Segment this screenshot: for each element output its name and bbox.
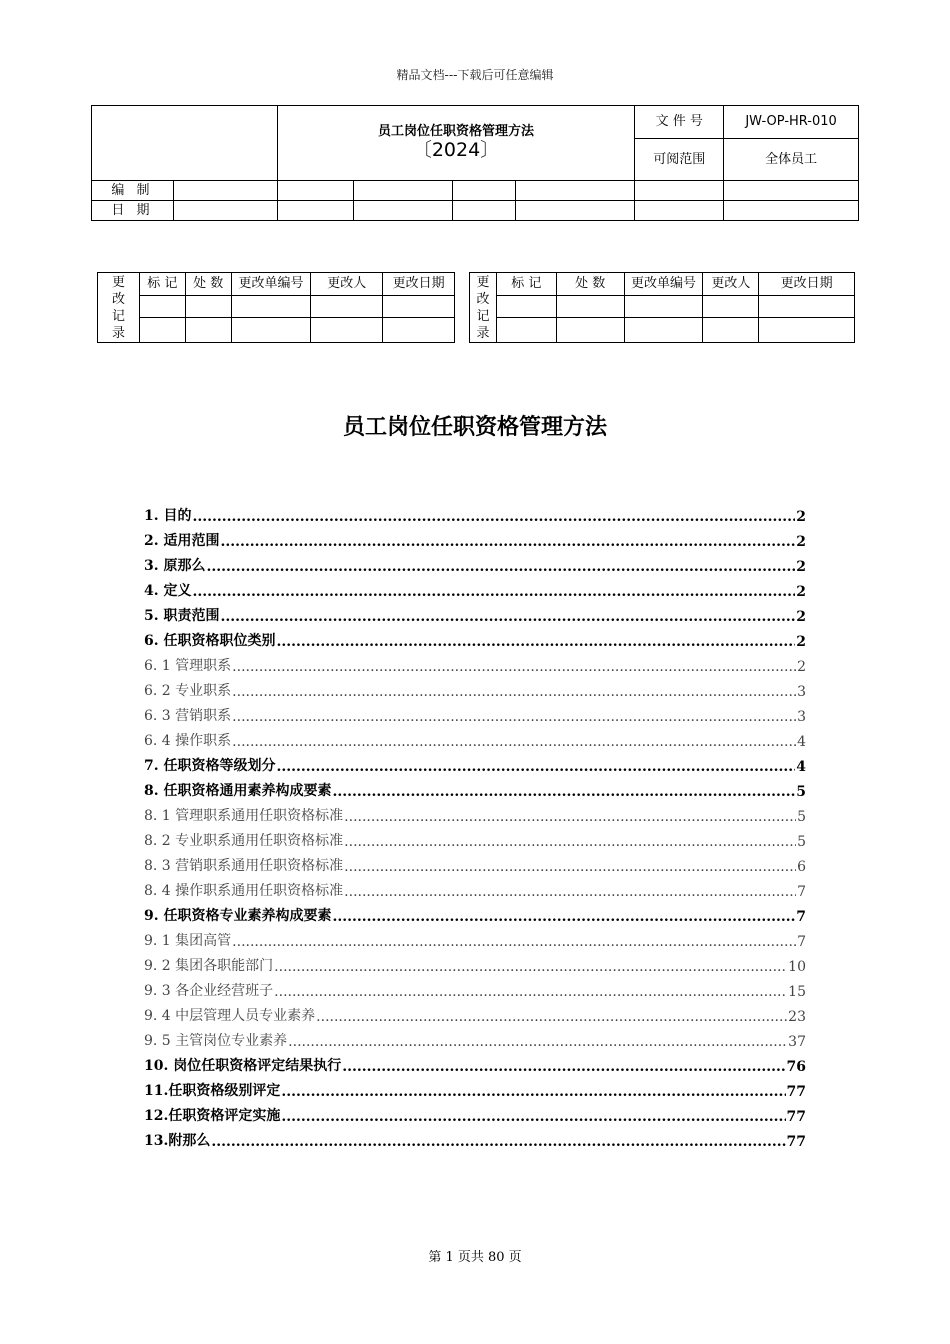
- record-cell: [139, 318, 185, 343]
- toc-leader-dots: [232, 684, 796, 700]
- toc-entry-page: 3: [797, 684, 806, 700]
- document-title: 员工岗位任职资格管理方法: [342, 415, 607, 440]
- toc-entry-label: 8. 3 营销职系通用任职资格标准: [144, 858, 344, 874]
- toc-entry-page: 23: [788, 1009, 806, 1025]
- col-change-date: 更改日期: [759, 273, 855, 296]
- date-cell: [277, 201, 353, 221]
- toc-entry-label: 9. 2 集团各职能部门: [144, 958, 274, 974]
- toc-entry-label: 10. 岗位任职资格评定结果执行: [144, 1058, 342, 1074]
- toc-entry[interactable]: [144, 800, 806, 825]
- toc-entry-label: 6. 任职资格职位类别: [144, 633, 276, 649]
- toc-entry-label: 8. 1 管理职系通用任职资格标准: [144, 808, 344, 824]
- logo-area: [92, 106, 278, 181]
- toc-entry-page: 4: [797, 734, 806, 750]
- toc-entry[interactable]: [144, 600, 806, 625]
- col-changer: 更改人: [703, 273, 759, 296]
- watermark-text: 精品文档---下载后可任意编辑: [396, 68, 554, 82]
- toc-leader-dots: [193, 509, 796, 525]
- toc-entry-page: 2: [796, 609, 806, 625]
- edit-cell: [173, 181, 277, 201]
- document-header-table: [91, 105, 859, 221]
- record-cell: [185, 296, 231, 318]
- toc-entry-label: 7. 任职资格等级划分: [144, 758, 276, 774]
- toc-leader-dots: [344, 834, 796, 850]
- toc-entry-label: 8. 4 操作职系通用任职资格标准: [144, 883, 344, 899]
- record-cell: [139, 296, 185, 318]
- page-footer: 第 1 页共 80 页: [428, 1250, 522, 1265]
- record-cell: [759, 296, 855, 318]
- date-cell: [353, 201, 452, 221]
- toc-entry-label: 3. 原那么: [144, 558, 206, 574]
- toc-leader-dots: [274, 984, 787, 1000]
- edit-cell: [635, 181, 724, 201]
- toc-entry-page: 5: [797, 809, 806, 825]
- toc-entry-page: 7: [797, 934, 806, 950]
- edit-cell: [452, 181, 516, 201]
- toc-entry-page: 2: [796, 559, 806, 575]
- toc-entry-label: 5. 职责范围: [144, 608, 220, 624]
- toc-entry-page: 2: [796, 584, 806, 600]
- toc-entry[interactable]: [144, 1025, 806, 1050]
- toc-leader-dots: [232, 934, 796, 950]
- toc-leader-dots: [342, 1059, 785, 1075]
- record-cell: [556, 318, 624, 343]
- toc-leader-dots: [232, 734, 796, 750]
- toc-entry[interactable]: [144, 775, 806, 800]
- date-cell: [724, 201, 859, 221]
- record-cell: [383, 318, 455, 343]
- toc-entry-label: 11.任职资格级别评定: [144, 1083, 281, 1099]
- toc-entry-page: 77: [786, 1134, 806, 1150]
- toc-entry-page: 37: [788, 1034, 806, 1050]
- toc-entry-page: 77: [786, 1109, 806, 1125]
- edit-label: 编 制: [92, 181, 174, 201]
- toc-entry[interactable]: [144, 625, 806, 650]
- date-cell: [635, 201, 724, 221]
- date-cell: [452, 201, 516, 221]
- toc-entry-page: 5: [796, 784, 806, 800]
- toc-entry[interactable]: [144, 925, 806, 950]
- doc-no-value: JW-OP-HR-010: [724, 106, 859, 139]
- record-cell: [231, 296, 311, 318]
- toc-entry-label: 6. 3 营销职系: [144, 708, 232, 724]
- toc-entry-page: 2: [796, 509, 806, 525]
- toc-entry-label: 4. 定义: [144, 583, 192, 599]
- edit-cell: [724, 181, 859, 201]
- toc-entry-page: 10: [788, 959, 806, 975]
- toc-entry[interactable]: [144, 700, 806, 725]
- toc-entry-page: 15: [788, 984, 806, 1000]
- change-record-table-right: [469, 272, 855, 343]
- date-cell: [173, 201, 277, 221]
- toc-entry-label: 6. 1 管理职系: [144, 658, 232, 674]
- date-label: 日 期: [92, 201, 174, 221]
- record-cell: [624, 296, 703, 318]
- toc-leader-dots: [277, 634, 796, 650]
- toc-leader-dots: [274, 959, 787, 975]
- toc-entry-label: 6. 4 操作职系: [144, 733, 232, 749]
- toc-entry-label: 9. 5 主管岗位专业素养: [144, 1033, 288, 1049]
- toc-entry-page: 77: [786, 1084, 806, 1100]
- col-changer: 更改人: [311, 273, 383, 296]
- col-change-date: 更改日期: [383, 273, 455, 296]
- toc-entry[interactable]: [144, 1000, 806, 1025]
- record-cell: [231, 318, 311, 343]
- toc-entry[interactable]: [144, 1050, 806, 1075]
- toc-entry[interactable]: [144, 975, 806, 1000]
- toc-entry-page: 3: [797, 709, 806, 725]
- toc-leader-dots: [211, 1134, 785, 1150]
- edit-cell: [353, 181, 452, 201]
- record-cell: [759, 318, 855, 343]
- toc-entry[interactable]: [144, 900, 806, 925]
- toc-entry-page: 5: [797, 834, 806, 850]
- toc-entry-label: 12.任职资格评定实施: [144, 1108, 281, 1124]
- toc-leader-dots: [288, 1034, 787, 1050]
- toc-leader-dots: [281, 1109, 785, 1125]
- toc-leader-dots: [344, 884, 796, 900]
- toc-entry-page: 76: [786, 1059, 806, 1075]
- toc-entry-label: 8. 任职资格通用素养构成要素: [144, 783, 332, 799]
- scope-label: 可阅范围: [635, 139, 724, 181]
- toc-entry[interactable]: [144, 825, 806, 850]
- col-change-no: 更改单编号: [624, 273, 703, 296]
- record-cell: [624, 318, 703, 343]
- toc-leader-dots: [316, 1009, 787, 1025]
- toc-entry-label: 9. 1 集团高管: [144, 933, 232, 949]
- toc-entry[interactable]: [144, 525, 806, 550]
- doc-no-label: 文 件 号: [635, 106, 724, 139]
- record-cell: [311, 318, 383, 343]
- toc-entry[interactable]: [144, 875, 806, 900]
- header-title: 员工岗位任职资格管理方法: [377, 123, 534, 139]
- toc-entry-page: 7: [797, 884, 806, 900]
- toc-entry[interactable]: [144, 725, 806, 750]
- toc-entry[interactable]: [144, 675, 806, 700]
- toc-entry-label: 9. 任职资格专业素养构成要素: [144, 908, 332, 924]
- toc-leader-dots: [232, 709, 796, 725]
- toc-entry-label: 6. 2 专业职系: [144, 683, 232, 699]
- toc-entry[interactable]: [144, 575, 806, 600]
- toc-entry-label: 9. 4 中层管理人员专业素养: [144, 1008, 316, 1024]
- toc-leader-dots: [344, 859, 796, 875]
- record-cell: [703, 296, 759, 318]
- toc-entry[interactable]: [144, 850, 806, 875]
- toc-entry[interactable]: [144, 750, 806, 775]
- toc-leader-dots: [232, 659, 796, 675]
- record-cell: [703, 318, 759, 343]
- edit-cell: [516, 181, 635, 201]
- toc-entry-page: 2: [797, 659, 806, 675]
- record-cell: [496, 318, 556, 343]
- col-mark: 标 记: [139, 273, 185, 296]
- toc-entry-page: 2: [796, 634, 806, 650]
- toc-leader-dots: [281, 1084, 785, 1100]
- toc-leader-dots: [221, 534, 796, 550]
- toc-leader-dots: [277, 759, 796, 775]
- record-cell: [496, 296, 556, 318]
- toc-entry-page: 2: [796, 534, 806, 550]
- toc-entry-label: 8. 2 专业职系通用任职资格标准: [144, 833, 344, 849]
- toc-entry[interactable]: [144, 1125, 806, 1150]
- record-cell: [383, 296, 455, 318]
- record-cell: [311, 296, 383, 318]
- record-cell: [185, 318, 231, 343]
- col-change-no: 更改单编号: [231, 273, 311, 296]
- change-record-side-label: 更 改 记 录: [98, 273, 140, 343]
- toc-entry-label: 13.附那么: [144, 1133, 211, 1149]
- toc-entry[interactable]: [144, 650, 806, 675]
- col-count: 处 数: [556, 273, 624, 296]
- toc-entry[interactable]: [144, 500, 806, 525]
- toc-leader-dots: [193, 584, 796, 600]
- toc-leader-dots: [333, 909, 796, 925]
- header-title-year: 〔2024〕: [412, 139, 500, 162]
- toc-leader-dots: [333, 784, 796, 800]
- toc-entry[interactable]: [144, 1100, 806, 1125]
- col-mark: 标 记: [496, 273, 556, 296]
- date-cell: [516, 201, 635, 221]
- header-title-cell: [277, 106, 635, 181]
- toc-entry-label: 1. 目的: [144, 508, 192, 524]
- toc-entry[interactable]: [144, 550, 806, 575]
- record-cell: [556, 296, 624, 318]
- toc-entry[interactable]: [144, 950, 806, 975]
- toc-leader-dots: [207, 559, 796, 575]
- edit-cell: [277, 181, 353, 201]
- toc-entry-label: 9. 3 各企业经营班子: [144, 983, 274, 999]
- change-record-table-left: [97, 272, 455, 343]
- scope-value: 全体员工: [724, 139, 859, 181]
- toc-entry[interactable]: [144, 1075, 806, 1100]
- table-of-contents: [144, 500, 806, 1150]
- col-count: 处 数: [185, 273, 231, 296]
- toc-entry-page: 4: [796, 759, 806, 775]
- toc-entry-page: 6: [797, 859, 806, 875]
- toc-entry-page: 7: [796, 909, 806, 925]
- change-record-side-label: 更 改 记 录: [470, 273, 497, 343]
- toc-entry-label: 2. 适用范围: [144, 533, 220, 549]
- toc-leader-dots: [344, 809, 796, 825]
- toc-leader-dots: [221, 609, 796, 625]
